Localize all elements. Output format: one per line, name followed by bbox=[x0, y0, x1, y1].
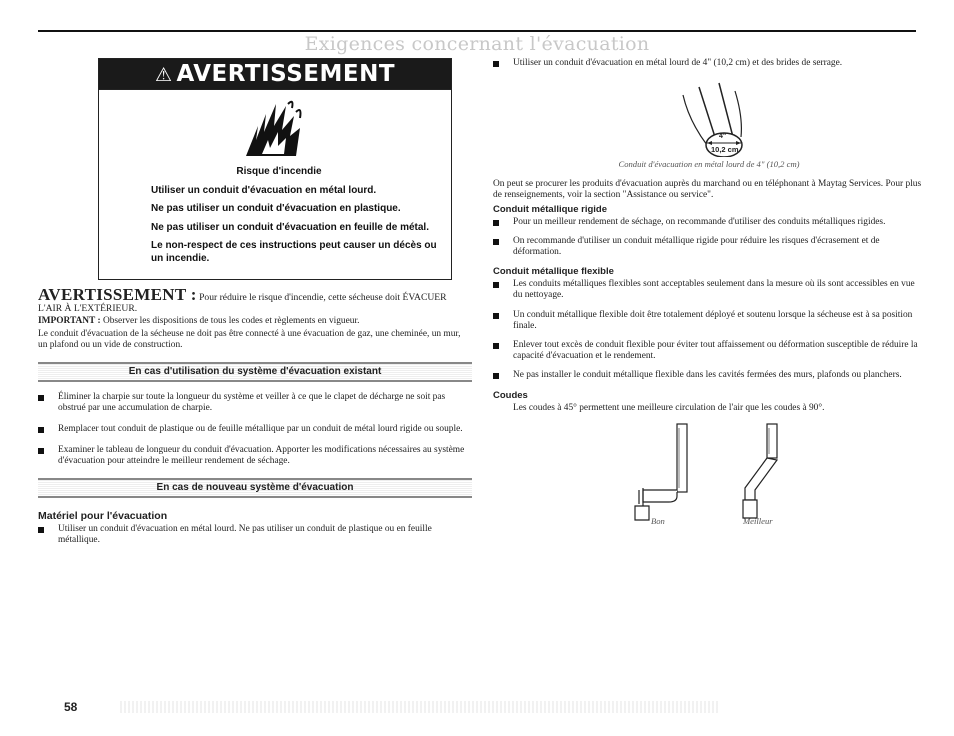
right-column bbox=[493, 58, 925, 532]
elbow-better-label: Meilleur bbox=[743, 515, 773, 526]
list-item: Un conduit métallique flexible doit être totalement déployé et soutenu lorsque la sécheuse est à sa position finale. bbox=[493, 310, 925, 332]
connection-paragraph: Le conduit d'évacuation de la sécheuse ne doit pas être connecté à une évacuation de gaz, une cheminée, un mur, un plafond ou un vide de construction. bbox=[38, 329, 461, 351]
duct-figure bbox=[493, 71, 925, 157]
risk-label: Risque d'incendie bbox=[236, 166, 322, 177]
warning-header-label: AVERTISSEMENT bbox=[176, 61, 396, 87]
list-item: Utiliser un conduit d'évacuation en métal lourd de 4" (10,2 cm) et des brides de serrage. bbox=[493, 58, 925, 69]
warning-line: Utiliser un conduit d'évacuation en métal lourd. bbox=[151, 184, 377, 196]
important-text: Observer les dispositions de tous les codes et règlements en vigueur. bbox=[102, 316, 360, 326]
rigid-heading: Conduit métallique rigide bbox=[493, 203, 608, 215]
warning-text bbox=[99, 162, 451, 279]
warning-line: Le non-respect de ces instructions peut causer un décès ou un incendie. bbox=[151, 240, 437, 264]
warning-triangle-icon: ⚠ bbox=[154, 64, 173, 86]
elbows-heading: Coudes bbox=[493, 389, 528, 401]
list-item: Utiliser un conduit d'évacuation en métal lourd. Ne pas utiliser un conduit de plastique ou en feuille métallique. bbox=[38, 524, 472, 546]
list-item: Enlever tout excès de conduit flexible pour éviter tout affaissement ou déformation susceptible de réduire la capacité d'évacuation et le rendement. bbox=[493, 340, 925, 362]
top-list bbox=[493, 58, 925, 69]
supplier-paragraph: On peut se procurer les produits d'évacuation auprès du marchand ou en téléphonant à Maytag Services. Pour plus de renseignements, voir la section "Assistance ou service". bbox=[493, 179, 922, 201]
list-item: Examiner le tableau de longueur du conduit d'évacuation. Apporter les modifications nécessaires au système d'évacuation pour atteindre le meilleur rendement de séchage. bbox=[38, 445, 472, 467]
elbows-text: Les coudes à 45° permettent une meilleure circulation de l'air que les coudes à 90°. bbox=[513, 402, 825, 413]
list-item: Pour un meilleur rendement de séchage, on recommande d'utiliser des conduits métalliques rigides. bbox=[493, 217, 925, 228]
section-new-system-title: En cas de nouveau système d'évacuation bbox=[38, 478, 472, 498]
flex-heading: Conduit métallique flexible bbox=[493, 266, 614, 278]
flex-list bbox=[493, 279, 925, 381]
warning-line: Ne pas utiliser un conduit d'évacuation en feuille de métal. bbox=[151, 221, 429, 233]
warning-header bbox=[99, 59, 451, 90]
important-label: IMPORTANT : bbox=[38, 316, 101, 326]
existing-system-list bbox=[38, 392, 472, 468]
left-column bbox=[38, 58, 472, 556]
materiel-list bbox=[38, 524, 472, 546]
avertissement-label: AVERTISSEMENT : bbox=[38, 285, 197, 304]
elbow-good-label: Bon bbox=[651, 515, 665, 526]
duct-caption: Conduit d'évacuation en métal lourd de 4" (10,2 cm) bbox=[618, 159, 800, 170]
avertissement-paragraph bbox=[38, 285, 472, 314]
top-rule bbox=[38, 30, 916, 32]
elbow-90-icon bbox=[635, 424, 687, 520]
list-item: Éliminer la charpie sur toute la longueur du système et veiller à ce que le clapet de décharge ne soit pas obstrué par une accumulation de charpie. bbox=[38, 392, 472, 414]
page-number: 58 bbox=[64, 700, 78, 714]
list-item: Ne pas installer le conduit métallique flexible dans les cavités fermées des murs, plafonds ou planchers. bbox=[493, 370, 925, 381]
list-item: On recommande d'utiliser un conduit métallique rigide pour réduire les risques d'écrasement et de déformation. bbox=[493, 236, 925, 258]
elbows-figure bbox=[493, 422, 925, 532]
elbow-45-icon bbox=[743, 424, 777, 518]
footer-band bbox=[120, 701, 720, 713]
page-title: Exigences concernant l'évacuation bbox=[304, 33, 650, 55]
duct-label-inches: 4" bbox=[719, 133, 727, 141]
duct-label-cm: 10,2 cm bbox=[711, 145, 739, 155]
important-paragraph bbox=[38, 316, 472, 327]
fire-icon bbox=[99, 90, 451, 162]
materiel-heading: Matériel pour l'évacuation bbox=[38, 509, 168, 522]
section-existing-system-title: En cas d'utilisation du système d'évacuation existant bbox=[38, 362, 472, 382]
list-item: Remplacer tout conduit de plastique ou de feuille métallique par un conduit de métal lourd rigide ou souple. bbox=[38, 424, 472, 435]
warning-line: Ne pas utiliser un conduit d'évacuation en plastique. bbox=[151, 203, 401, 214]
list-item: Les conduits métalliques flexibles sont acceptables seulement dans la mesure où ils sont accessibles en vue du nettoyage. bbox=[493, 279, 925, 301]
warning-box bbox=[98, 58, 452, 280]
rigid-list bbox=[493, 217, 925, 259]
avertissement-text: Pour réduire le risque d'incendie, cette sécheuse doit ÉVACUER L'AIR À L'EXTÉRIEUR. bbox=[38, 292, 447, 314]
